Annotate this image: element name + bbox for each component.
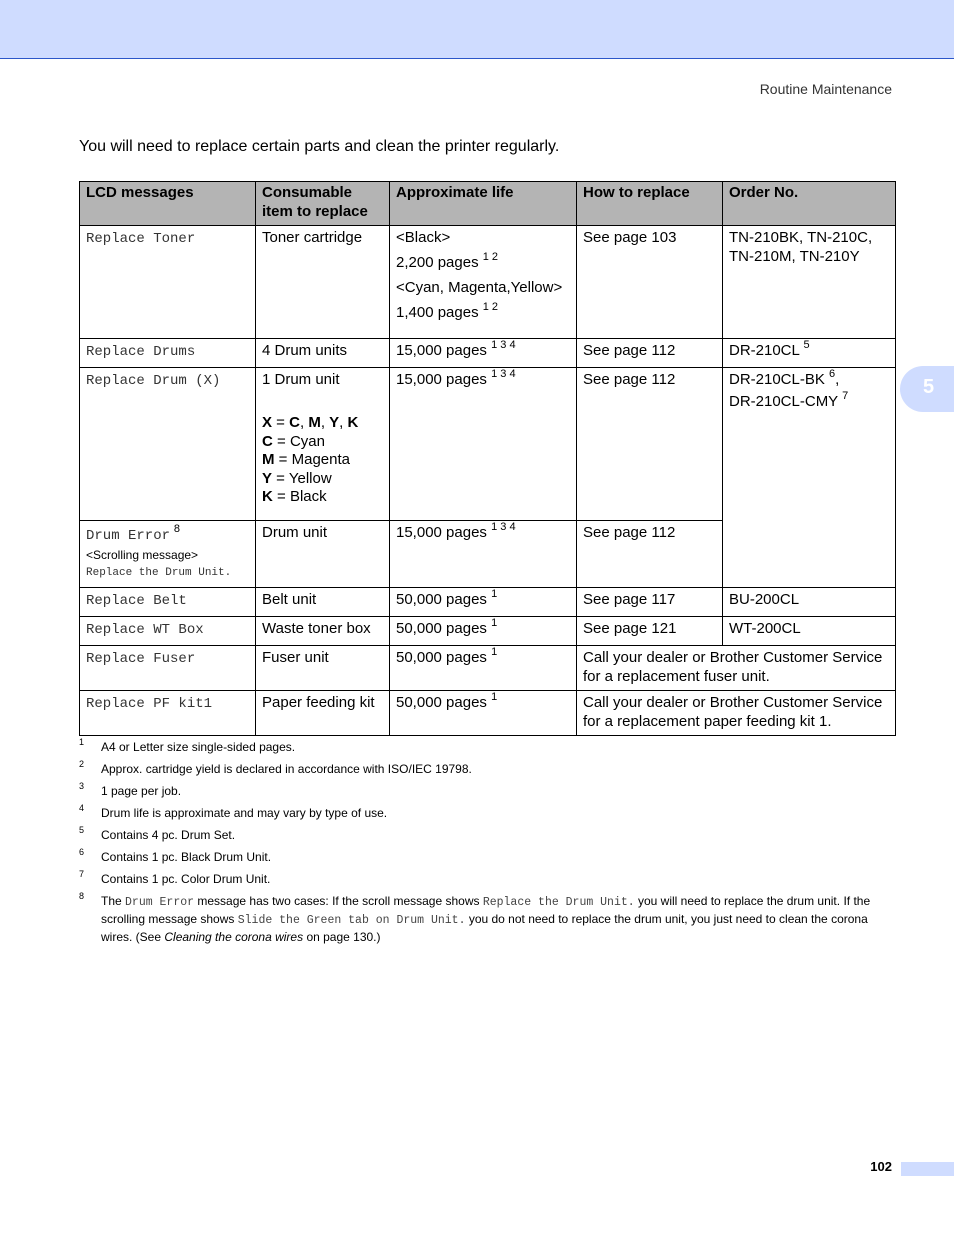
table-row bbox=[80, 646, 896, 691]
footnote-number: 2 bbox=[79, 759, 85, 769]
approximate-life bbox=[390, 521, 577, 588]
legend-key: K bbox=[262, 488, 273, 505]
header-order-no: Order No. bbox=[723, 182, 896, 226]
order-no-text: DR-210CL bbox=[729, 342, 800, 359]
legend-key: M bbox=[308, 414, 321, 431]
how-to-replace: See page 112 bbox=[577, 368, 723, 521]
legend-value: Cyan bbox=[289, 432, 325, 450]
footnote-ref: 1 bbox=[491, 691, 498, 703]
footnote-ref: 1 3 4 bbox=[491, 368, 516, 380]
how-to-replace-order: Call your dealer or Brother Customer Service for a replacement paper feeding kit 1. bbox=[577, 691, 896, 736]
legend-key: X bbox=[262, 414, 273, 431]
footnote-text: you will need to replace the drum unit. If the scrolling message shows bbox=[101, 894, 871, 926]
table-header-row bbox=[80, 182, 896, 226]
chapter-number: 5 bbox=[923, 376, 935, 398]
scrolling-text: Replace the Drum Unit. bbox=[86, 567, 232, 579]
footnote bbox=[79, 849, 894, 865]
life-color-pages: 1,400 pages bbox=[396, 304, 479, 321]
legend-line bbox=[262, 433, 384, 452]
page-number: 102 bbox=[870, 1159, 892, 1174]
order-no bbox=[723, 226, 896, 339]
consumable-item: 4 Drum units bbox=[256, 339, 390, 368]
consumable-item: Drum unit bbox=[256, 521, 390, 588]
header-consumable: Consumable item to replace bbox=[256, 182, 390, 226]
legend-eq: = bbox=[272, 488, 290, 505]
color-legend bbox=[262, 414, 384, 507]
consumable-item: Toner cartridge bbox=[256, 226, 390, 339]
lcd-message: Replace Toner bbox=[80, 226, 256, 339]
footnote-text: Drum life is approximate and may vary by type of use. bbox=[101, 806, 388, 820]
lcd-message bbox=[80, 521, 256, 588]
legend-eq: = bbox=[274, 451, 292, 468]
running-head: Routine Maintenance bbox=[759, 81, 892, 97]
legend-eq: = bbox=[272, 469, 289, 487]
footnote-ref: 1 3 4 bbox=[491, 521, 516, 533]
legend-key: C bbox=[289, 414, 300, 431]
footnote-number: 6 bbox=[79, 847, 85, 857]
table-row bbox=[80, 368, 896, 521]
life-pages: 50,000 pages bbox=[396, 649, 487, 666]
footnote-code: Slide the Green tab on Drum Unit. bbox=[237, 914, 466, 927]
table-row bbox=[80, 617, 896, 646]
legend-sep: , bbox=[299, 414, 309, 431]
footnote-ref: 1 2 bbox=[482, 301, 499, 313]
order-no-line bbox=[729, 370, 890, 389]
legend-value: Magenta bbox=[291, 451, 350, 468]
order-no-text: DR-210CL-BK bbox=[729, 371, 825, 388]
order-no-line: TN-210BK, TN-210C, bbox=[729, 229, 873, 246]
footnote-ref: 1 bbox=[491, 617, 498, 629]
footnote-text: Contains 4 pc. Drum Set. bbox=[101, 828, 236, 842]
legend-line bbox=[262, 414, 384, 433]
approximate-life bbox=[390, 691, 577, 736]
header-approximate-life: Approximate life bbox=[390, 182, 577, 226]
lcd-message-line bbox=[86, 525, 250, 546]
life-pages: 15,000 pages bbox=[396, 371, 487, 388]
cross-reference-link[interactable]: Cleaning the corona wires bbox=[164, 930, 304, 944]
life-pages: 15,000 pages bbox=[396, 342, 487, 359]
life-color bbox=[396, 303, 571, 322]
footnote-number: 5 bbox=[79, 825, 85, 835]
life-black-pages: 2,200 pages bbox=[396, 254, 479, 271]
footnote bbox=[79, 893, 894, 945]
legend-key: Y bbox=[329, 414, 340, 431]
lcd-message: Replace Belt bbox=[80, 588, 256, 617]
order-no: BU-200CL bbox=[723, 588, 896, 617]
order-no bbox=[723, 339, 896, 368]
consumable-item: Paper feeding kit bbox=[256, 691, 390, 736]
how-to-replace: See page 112 bbox=[577, 521, 723, 588]
footnote-number: 1 bbox=[79, 737, 85, 747]
footnote bbox=[79, 827, 894, 843]
footnote-ref: 1 2 bbox=[482, 251, 499, 263]
approximate-life bbox=[390, 617, 577, 646]
footnote-number: 4 bbox=[79, 803, 85, 813]
intro-text: You will need to replace certain parts and clean the printer regularly. bbox=[79, 138, 560, 155]
footnote bbox=[79, 783, 894, 799]
consumable-item: Waste toner box bbox=[256, 617, 390, 646]
legend-line bbox=[262, 470, 384, 489]
how-to-replace: See page 117 bbox=[577, 588, 723, 617]
table-row bbox=[80, 691, 896, 736]
footnote-ref: 7 bbox=[842, 390, 849, 402]
order-no-sep: , bbox=[835, 371, 840, 388]
table-row bbox=[80, 339, 896, 368]
legend-sep: , bbox=[320, 414, 330, 431]
maintenance-table bbox=[79, 181, 896, 736]
footnote-ref: 8 bbox=[173, 523, 181, 536]
footnote-text: The bbox=[101, 894, 126, 908]
footnote-text: on page 130.) bbox=[303, 930, 381, 944]
legend-eq: = bbox=[272, 432, 290, 450]
lcd-message: Replace WT Box bbox=[80, 617, 256, 646]
page-number-bar bbox=[901, 1162, 954, 1176]
header-band bbox=[0, 0, 954, 59]
order-no bbox=[723, 368, 896, 588]
legend-key: C bbox=[262, 432, 273, 450]
approximate-life bbox=[390, 588, 577, 617]
legend-line bbox=[262, 451, 384, 470]
legend-sep: , bbox=[339, 414, 348, 431]
order-no-text: DR-210CL-CMY bbox=[729, 393, 838, 410]
footnote bbox=[79, 761, 894, 777]
approximate-life bbox=[390, 368, 577, 521]
lcd-message: Replace Drum (X) bbox=[80, 368, 256, 521]
consumable-item: Fuser unit bbox=[256, 646, 390, 691]
footnote-text: Approx. cartridge yield is declared in accordance with ISO/IEC 19798. bbox=[101, 762, 472, 776]
footnote-ref: 1 bbox=[491, 588, 498, 600]
chapter-tab bbox=[900, 366, 954, 412]
legend-key: Y bbox=[262, 469, 273, 487]
consumable-item bbox=[256, 368, 390, 521]
how-to-replace: See page 103 bbox=[577, 226, 723, 339]
life-black bbox=[396, 253, 571, 272]
footnote-text: message has two cases: If the scroll message shows bbox=[194, 894, 483, 908]
footnote-code: Drum Error bbox=[125, 896, 195, 909]
footnote-number: 7 bbox=[79, 869, 85, 879]
footnote bbox=[79, 871, 894, 887]
footnotes bbox=[79, 739, 894, 951]
footnote bbox=[79, 739, 894, 755]
header-lcd-messages: LCD messages bbox=[80, 182, 256, 226]
legend-value: Black bbox=[289, 488, 327, 505]
table-row bbox=[80, 226, 896, 339]
life-pages: 50,000 pages bbox=[396, 694, 487, 711]
header-how-to-replace: How to replace bbox=[577, 182, 723, 226]
legend-value: Yellow bbox=[288, 469, 332, 487]
scrolling-label: <Scrolling message> bbox=[86, 548, 199, 562]
footnote-number: 8 bbox=[79, 891, 85, 901]
approximate-life bbox=[390, 646, 577, 691]
legend-key: M bbox=[262, 451, 275, 468]
life-color-label: <Cyan, Magenta,Yellow> bbox=[396, 279, 563, 296]
legend-eq: = bbox=[272, 414, 290, 431]
life-pages: 50,000 pages bbox=[396, 591, 487, 608]
footnote bbox=[79, 805, 894, 821]
life-pages: 50,000 pages bbox=[396, 620, 487, 637]
lcd-message: Replace PF kit1 bbox=[80, 691, 256, 736]
footnote-code: Replace the Drum Unit. bbox=[482, 896, 635, 909]
lcd-message: Replace Fuser bbox=[80, 646, 256, 691]
footnote-text: Contains 1 pc. Color Drum Unit. bbox=[101, 872, 271, 886]
table-row bbox=[80, 588, 896, 617]
footnote-ref: 6 bbox=[829, 368, 836, 380]
footnote-text: you do not need to replace the drum unit, you just need to clean the corona wires. (See bbox=[101, 912, 868, 944]
footnote-text: A4 or Letter size single-sided pages. bbox=[101, 740, 296, 754]
order-no-line bbox=[729, 392, 890, 411]
approximate-life bbox=[390, 226, 577, 339]
life-black-label: <Black> bbox=[396, 229, 451, 246]
legend-line bbox=[262, 488, 384, 507]
life-pages: 15,000 pages bbox=[396, 524, 487, 541]
consumable-item: Belt unit bbox=[256, 588, 390, 617]
footnote-text: Contains 1 pc. Black Drum Unit. bbox=[101, 850, 272, 864]
lcd-message: Replace Drums bbox=[80, 339, 256, 368]
footnote-ref: 1 3 4 bbox=[491, 339, 516, 351]
footnote-text: 1 page per job. bbox=[101, 784, 182, 798]
order-no-line: TN-210M, TN-210Y bbox=[729, 248, 860, 265]
how-to-replace: See page 112 bbox=[577, 339, 723, 368]
lcd-message-text: Drum Error bbox=[86, 528, 171, 544]
approximate-life bbox=[390, 339, 577, 368]
footnote-number: 3 bbox=[79, 781, 85, 791]
footnote-ref: 5 bbox=[803, 339, 810, 351]
order-no: WT-200CL bbox=[723, 617, 896, 646]
how-to-replace-order: Call your dealer or Brother Customer Service for a replacement fuser unit. bbox=[577, 646, 896, 691]
legend-key: K bbox=[347, 414, 359, 431]
footnote-ref: 1 bbox=[491, 646, 498, 658]
consumable-item-text: 1 Drum unit bbox=[262, 371, 340, 388]
how-to-replace: See page 121 bbox=[577, 617, 723, 646]
